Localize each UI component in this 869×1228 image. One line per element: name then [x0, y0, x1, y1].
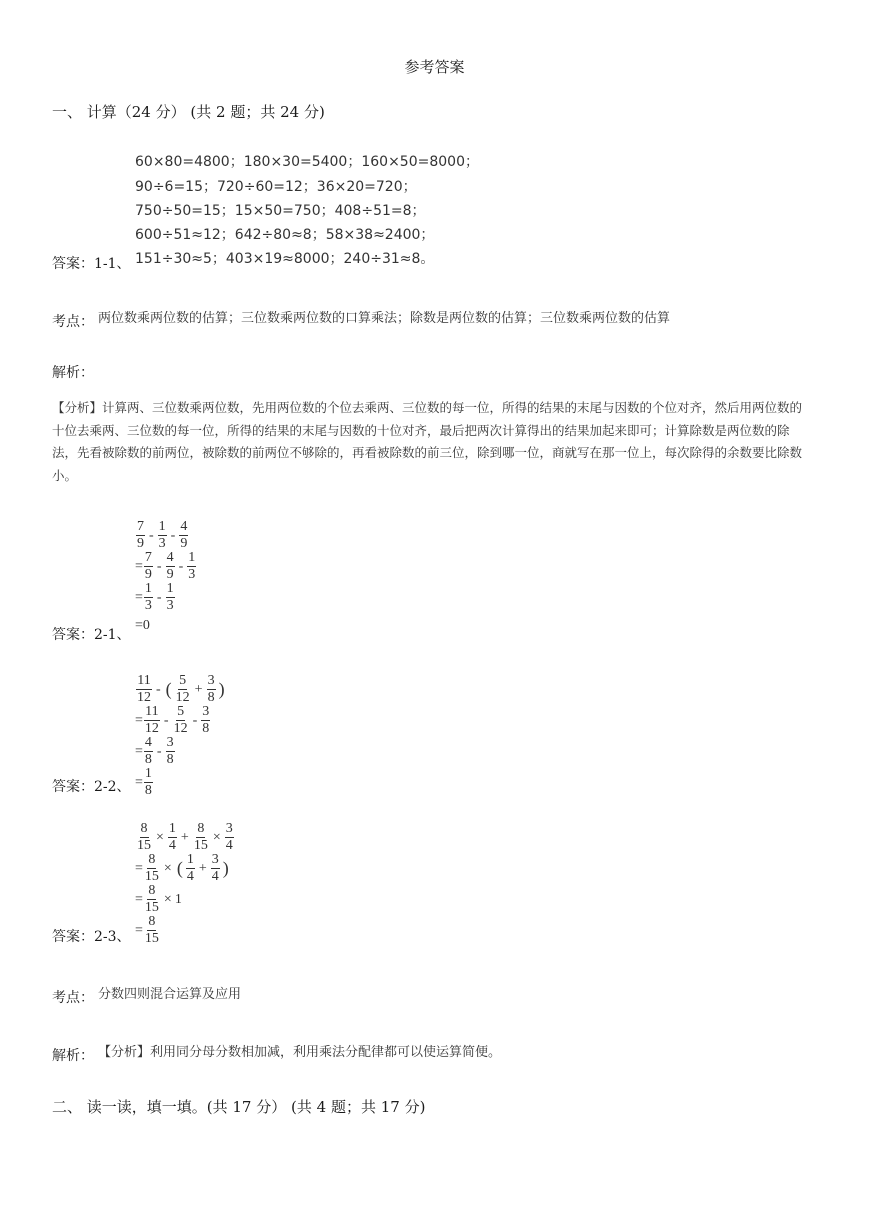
fraction: $\frac{3}{8}$ — [207, 673, 215, 705]
analysis-paragraph: 【分析】计算两、三位数乘两位数，先用两位数的个位去乘两、三位数的每一位，所得的结果的末尾与因数的个位对齐，然后用两位数的十位去乘两、三位数的每一位，所得的结果的末尾与因数的十位对齐，最后把两次计算得出的结果加起来即可；计算除数是两位数的除法，先看被除数的前两位，被除数的前两位不够除的，再看被除数的前三位，除到哪一位，商就写在那一位上，每次除得的余数要比除数小。 — [52, 400, 803, 483]
fraction: $\frac{7}{9}$ — [144, 550, 152, 582]
answer-label: 答案：1-1、 — [52, 256, 131, 272]
result-row: =0 — [135, 618, 150, 633]
answer-line: 60×80=4800；180×30=5400；160×50=8000； — [135, 154, 479, 170]
fraction: $\frac{1}{3}$ — [158, 519, 166, 551]
answer-label: 答案：2-1、 — [52, 627, 131, 643]
step-row: $\frac{7}{9}$ - $\frac{1}{3}$ - $\frac{4}{9}$ — [137, 519, 188, 551]
kaodian-label: 考点： — [52, 314, 94, 330]
fraction: $\frac{1}{3}$ — [166, 581, 174, 613]
answer-line: 600÷51≈12；642÷80≈8；58×38≈2400； — [135, 227, 435, 243]
fraction: $\frac{1}{3}$ — [188, 550, 196, 582]
step-row: = $\frac{1}{3}$ - $\frac{1}{3}$ — [135, 581, 174, 613]
fraction: $\frac{8}{15}$ — [193, 821, 208, 853]
answer-label: 答案：2-2、 — [52, 779, 131, 795]
answer-label: 答案：2-3、 — [52, 929, 131, 945]
fraction: $\frac{8}{15}$ — [137, 821, 151, 853]
jiexi-label: 解析： — [52, 365, 94, 381]
answer-line: 90÷6=15；720÷60=12；36×20=720； — [135, 179, 417, 195]
fraction: $\frac{4}{9}$ — [180, 519, 188, 551]
analysis-text: 【分析】利用同分母分数相加减，利用乘法分配律都可以使运算简便。 — [98, 1045, 502, 1060]
fraction: $\frac{5}{12}$ — [173, 704, 188, 736]
step-row: = $\frac{7}{9}$ - $\frac{4}{9}$ - $\frac{1}{3}$ — [135, 550, 196, 582]
fraction: $\frac{5}{12}$ — [175, 673, 190, 705]
kaodian-text: 分数四则混合运算及应用 — [98, 987, 242, 1002]
fraction: $\frac{3}{4}$ — [211, 852, 219, 884]
step-row: = $\frac{8}{15}$ × 1 — [135, 883, 182, 915]
jiexi-label: 解析： — [52, 1048, 94, 1064]
kaodian-text: 两位数乘两位数的估算；三位数乘两位数的口算乘法；除数是两位数的估算；三位数乘两位数的估算 — [98, 311, 671, 326]
fraction: $\frac{1}{3}$ — [144, 581, 152, 613]
answer-line: 151÷30≈5；403×19≈8000；240÷31≈8。 — [135, 251, 435, 267]
result-row: = $\frac{1}{8}$ — [135, 766, 152, 798]
fraction: $\frac{3}{8}$ — [166, 735, 174, 767]
fraction: $\frac{3}{8}$ — [202, 704, 210, 736]
fraction: $\frac{7}{9}$ — [137, 519, 144, 551]
q2-1-working — [135, 520, 335, 640]
fraction: $\frac{1}{4}$ — [186, 852, 194, 884]
fraction: $\frac{11}{12}$ — [137, 673, 151, 705]
section-1-heading: 一、 计算（24 分） (共 2 题；共 24 分) — [52, 103, 325, 121]
fraction: $\frac{4}{8}$ — [144, 735, 152, 767]
q2-2-working — [135, 674, 355, 800]
fraction: $\frac{8}{15}$ — [144, 883, 159, 915]
result-row: = $\frac{8}{15}$ — [135, 914, 159, 946]
fraction: $\frac{3}{4}$ — [225, 821, 233, 853]
fraction: $\frac{1}{4}$ — [168, 821, 176, 853]
step-row: $\frac{8}{15}$ × $\frac{1}{4}$ + $\frac{8}{15}$ × $\frac{3}{4}$ — [137, 821, 233, 853]
step-row: = $\frac{8}{15}$ × ( $\frac{1}{4}$ + $\frac{3}{4}$ ) — [135, 852, 229, 884]
step-row: = $\frac{4}{8}$ - $\frac{3}{8}$ — [135, 735, 174, 767]
fraction: $\frac{1}{8}$ — [144, 766, 152, 798]
answer-line: 750÷50=15；15×50=750；408÷51=8； — [135, 203, 426, 219]
page-title: 参考答案 — [404, 58, 465, 76]
fraction: $\frac{11}{12}$ — [144, 704, 159, 736]
fraction: $\frac{8}{15}$ — [144, 852, 159, 884]
fraction: $\frac{8}{15}$ — [144, 914, 159, 946]
step-row: $\frac{11}{12}$ - ( $\frac{5}{12}$ + $\frac{3}{8}$ ) — [137, 673, 225, 705]
kaodian-label: 考点： — [52, 990, 94, 1006]
q2-3-working — [135, 822, 375, 948]
step-row: = $\frac{11}{12}$ - $\frac{5}{12}$ - $\frac{3}{8}$ — [135, 704, 210, 736]
fraction: $\frac{4}{9}$ — [166, 550, 174, 582]
section-2-heading: 二、 读一读，填一填。(共 17 分） (共 4 题；共 17 分) — [52, 1098, 426, 1116]
